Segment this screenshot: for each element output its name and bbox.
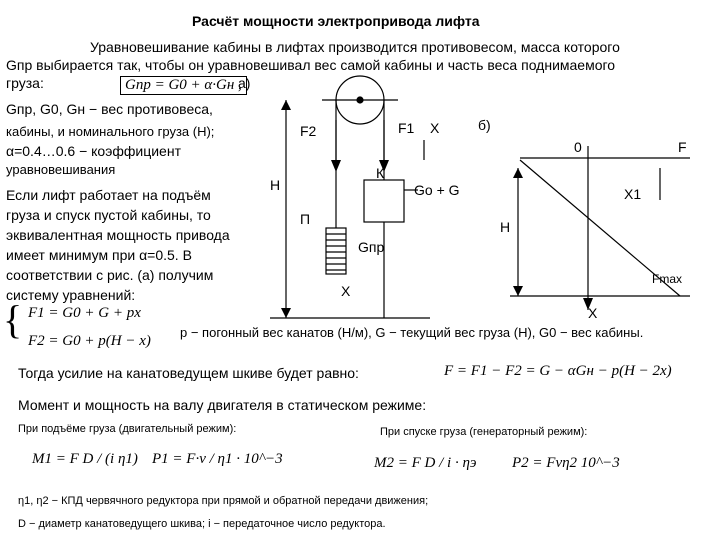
intro-line-1: Уравновешивание кабины в лифтах производится противовесом, масса которого [90,39,620,55]
intro-line-2: Gпр выбирается так, чтобы он уравновешивал вес самой кабины и часть веса поднимаемого [6,57,616,73]
label-f2: F2 [300,123,317,139]
label-x-bottom: X [341,283,351,299]
label-go-g: Gо + G [414,182,460,198]
label-p: П [300,211,311,227]
cabin-box [364,180,404,222]
system-brace: { [3,297,23,342]
force-formula: F = F1 − F2 = G − αGн − p(H − 2x) [444,363,672,379]
system-eq-2: F2 = G0 + p(H − x) [28,333,151,349]
label-cabin: К [376,165,385,181]
legend-line-1: Gпр, G0, Gн − вес противовеса, [6,101,213,117]
diagram-a [270,76,430,318]
label-zero: 0 [574,139,582,155]
force-text: Тогда усилие на канатоведущем шкиве будет равно: [18,365,359,381]
p-definition: p − погонный вес канатов (Н/м), G − текущий вес груза (Н), G0 − вес кабины. [180,325,644,340]
moment-text: Момент и мощность на валу двигателя в статическом режиме: [18,397,427,413]
label-h-a: H [270,177,281,193]
system-eq-1: F1 = G0 + G + px [28,305,141,321]
page-title: Расчёт мощности электропривода лифта [192,13,480,29]
lower-text: При спуске груза (генераторный режим): [380,426,588,438]
diagram-a-label: а) [238,75,251,91]
label-x-b: X [588,305,598,321]
label-f: F [678,139,687,155]
legend-line-2: кабины, и номинального груза (Н); [6,124,215,139]
intro-line-3: груза: [6,75,44,91]
lift-m1: M1 = F D / (i η1) [32,451,138,467]
label-x1: X1 [624,186,642,202]
sheave-axle [357,97,363,103]
counterweight-box [326,228,346,274]
legend-line-4: уравновешивания [6,162,116,177]
condition-line-1: Если лифт работает на подъём [6,187,211,203]
condition-line-3: эквивалентная мощность привода [6,227,230,243]
condition-line-2: груза и спуск пустой кабины, то [6,207,211,223]
legend-line-3: α=0.4…0.6 − коэффициент [6,143,181,159]
label-f1: F1 [398,120,415,136]
balance-formula: Gпр = G0 + α·Gн , [120,76,247,95]
label-x-top: X [430,120,440,136]
condition-line-6: систему уравнений: [6,287,136,303]
diagram-b-label: б) [478,117,491,133]
lift-p1: P1 = F·v / η1 · 10^−3 [152,451,283,467]
label-gpr: Gпр [358,239,385,255]
label-fmax: Fmax [652,272,682,286]
condition-line-4: имеет минимум при α=0.5. В [6,247,192,263]
eta-definition: η1, η2 − КПД червячного редуктора при прямой и обратной передачи движения; [18,495,429,507]
d-definition: D − диаметр канатоведущего шкива; i − передаточное число редуктора. [18,518,386,530]
lower-p2: P2 = Fvη2 10^−3 [512,455,620,471]
condition-line-5: соответствии с рис. (а) получим [6,267,214,283]
lower-m2: M2 = F D / i · ηэ [374,455,477,471]
label-h-b: H [500,219,511,235]
lift-text: При подъёме груза (двигательный режим): [18,423,237,435]
